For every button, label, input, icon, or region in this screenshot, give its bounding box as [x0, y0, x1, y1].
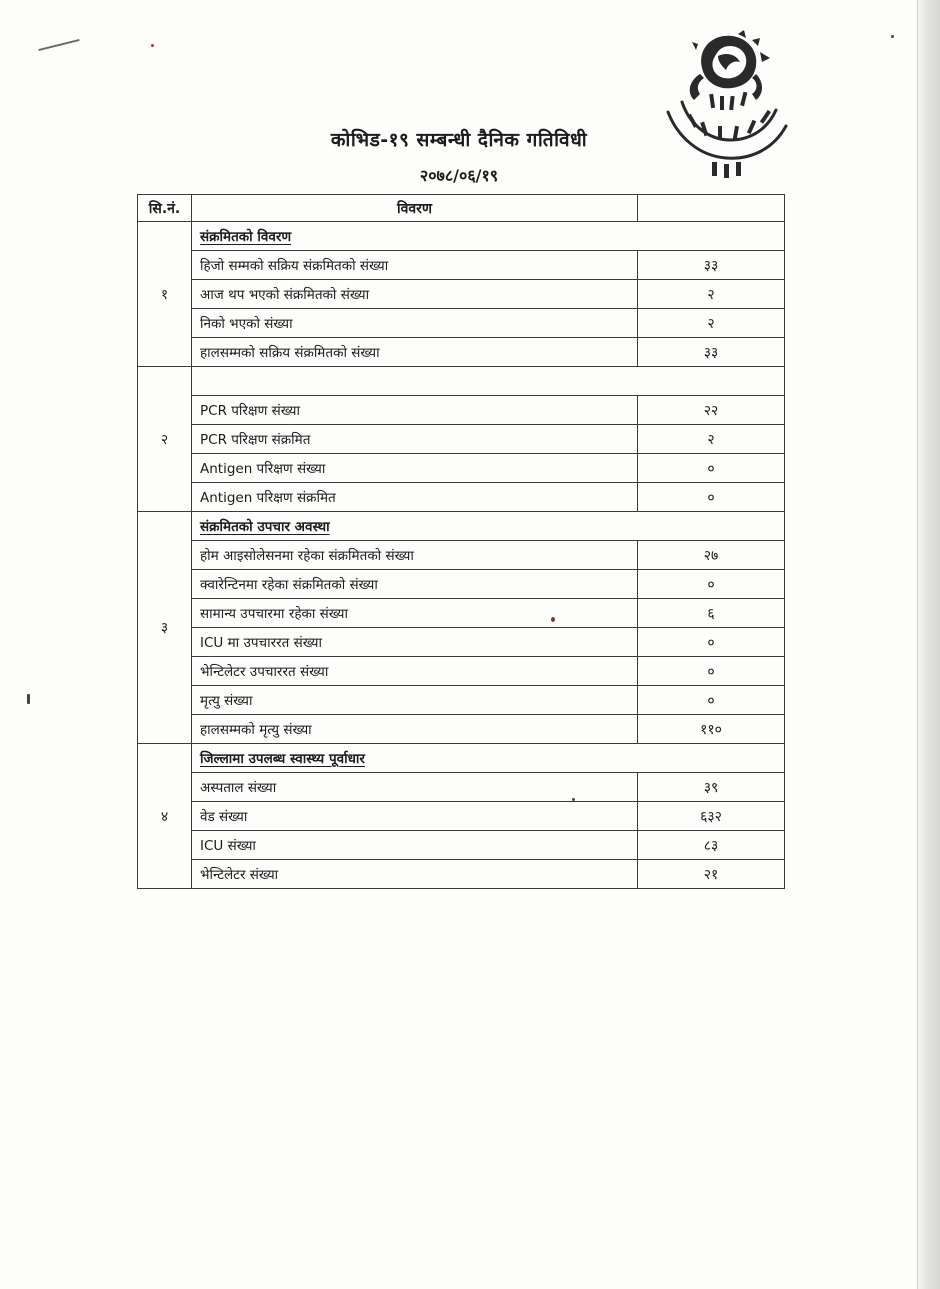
row-value: ८३: [638, 831, 785, 860]
table-row: [138, 309, 785, 338]
row-label: हिजो सम्मको सक्रिय संक्रमितको संख्या: [192, 251, 638, 280]
row-label: भेन्टिलेटर संख्या: [192, 860, 638, 889]
row-value: ०: [638, 454, 785, 483]
section-heading-row: [138, 744, 785, 773]
table-row: [138, 251, 785, 280]
table-row: [138, 831, 785, 860]
header-sn: सि.नं.: [138, 195, 192, 222]
speck: [27, 694, 30, 704]
serial-number: १: [138, 222, 192, 367]
row-value: २: [638, 309, 785, 338]
section-heading-row: [138, 512, 785, 541]
table-row: [138, 541, 785, 570]
pen-mark: [38, 39, 79, 51]
table-row: [138, 570, 785, 599]
table-row: [138, 396, 785, 425]
row-value: ६३२: [638, 802, 785, 831]
table-row: [138, 599, 785, 628]
row-label: ICU संख्या: [192, 831, 638, 860]
row-value: २२: [638, 396, 785, 425]
serial-number: ४: [138, 744, 192, 889]
row-label: Antigen परिक्षण संख्या: [192, 454, 638, 483]
row-label: निको भएको संख्या: [192, 309, 638, 338]
header-description: विवरण: [192, 195, 638, 222]
table-row: [138, 425, 785, 454]
row-label: PCR परिक्षण संक्रमित: [192, 425, 638, 454]
speck: [891, 35, 894, 38]
section-heading: [192, 367, 785, 396]
serial-number: ३: [138, 512, 192, 744]
row-label: अस्पताल संख्या: [192, 773, 638, 802]
row-value: ०: [638, 628, 785, 657]
row-label: सामान्य उपचारमा रहेका संख्या: [192, 599, 638, 628]
section-heading: जिल्लामा उपलब्ध स्वास्थ्य पूर्वाधार: [192, 744, 785, 773]
section-heading: संक्रमितको विवरण: [192, 222, 785, 251]
row-value: ०: [638, 570, 785, 599]
header-row: [138, 195, 785, 222]
row-label: भेन्टिलेटर उपचाररत संख्या: [192, 657, 638, 686]
table-row: [138, 715, 785, 744]
row-value: ३३: [638, 251, 785, 280]
row-value: २: [638, 280, 785, 309]
table-row: [138, 802, 785, 831]
page-title: कोभिड-१९ सम्बन्धी दैनिक गतिविधी: [330, 129, 588, 151]
row-label: Antigen परिक्षण संक्रमित: [192, 483, 638, 512]
row-label: ICU मा उपचाररत संख्या: [192, 628, 638, 657]
table-row: [138, 483, 785, 512]
table-row: [138, 686, 785, 715]
row-label: क्वारेन्टिनमा रहेका संक्रमितको संख्या: [192, 570, 638, 599]
row-label: हालसम्मको मृत्यु संख्या: [192, 715, 638, 744]
row-value: ६: [638, 599, 785, 628]
table-row: [138, 454, 785, 483]
row-value: ०: [638, 686, 785, 715]
table-row: [138, 860, 785, 889]
speck: [151, 44, 154, 47]
table-row: [138, 657, 785, 686]
row-value: ११०: [638, 715, 785, 744]
table-row: [138, 338, 785, 367]
row-value: ०: [638, 483, 785, 512]
row-label: आज थप भएको संक्रमितको संख्या: [192, 280, 638, 309]
row-label: PCR परिक्षण संख्या: [192, 396, 638, 425]
section-heading-row: [138, 367, 785, 396]
header-value: [638, 195, 785, 222]
report-date: २०७८/०६/१९: [419, 166, 499, 185]
table-row: [138, 280, 785, 309]
row-value: ३९: [638, 773, 785, 802]
section-heading: संक्रमितको उपचार अवस्था: [192, 512, 785, 541]
section-heading-row: [138, 222, 785, 251]
serial-number: २: [138, 367, 192, 512]
row-label: होम आइसोलेसनमा रहेका संक्रमितको संख्या: [192, 541, 638, 570]
row-label: मृत्यु संख्या: [192, 686, 638, 715]
table-row: [138, 773, 785, 802]
row-label: हालसम्मको सक्रिय संक्रमितको संख्या: [192, 338, 638, 367]
covid-report-table: [137, 194, 785, 889]
official-seal: [660, 30, 798, 180]
row-label: वेड संख्या: [192, 802, 638, 831]
row-value: ०: [638, 657, 785, 686]
row-value: २: [638, 425, 785, 454]
table-row: [138, 628, 785, 657]
row-value: २१: [638, 860, 785, 889]
row-value: ३३: [638, 338, 785, 367]
scanner-edge: [917, 0, 940, 1289]
row-value: २७: [638, 541, 785, 570]
